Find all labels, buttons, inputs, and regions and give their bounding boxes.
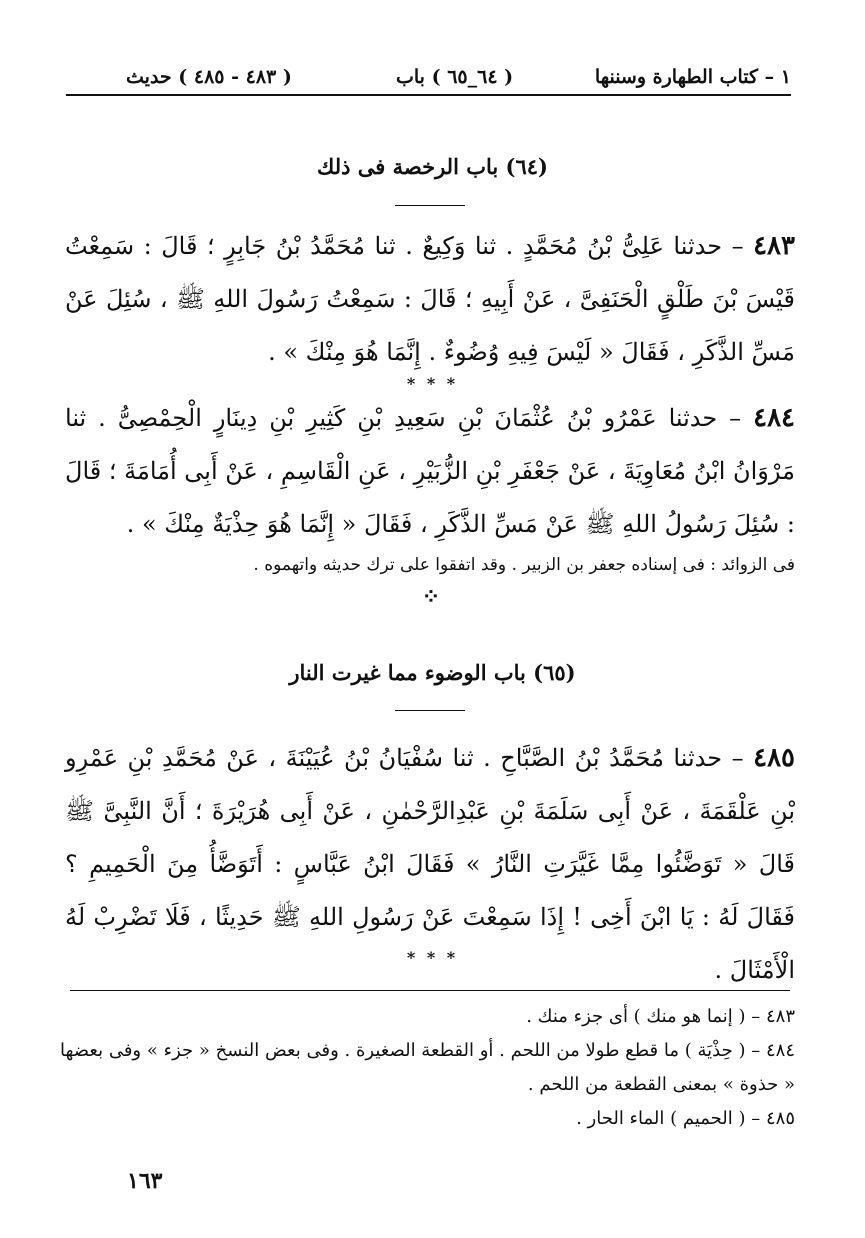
header-chapter-range: ( ٦٤_٦٥ ) باب [396, 66, 514, 88]
footnote-485: ٤٨٥ – ( الحميم ) الماء الحار . [576, 1108, 795, 1129]
hadith-number: ٤٨٣ [753, 231, 795, 261]
footnotes [60, 1000, 795, 1136]
header-hadith-range: ( ٤٨٣ - ٤٨٥ ) حديث [126, 66, 292, 88]
footnote-483: ٤٨٣ – ( إنما هو منك ) أى جزء منك . [526, 1006, 795, 1027]
page-number: ١٦٣ [127, 1168, 163, 1194]
footnote-484: ٤٨٤ – ( حِذْيَة ) ما قطع طولا من اللحم . أو القطعة الصغيرة . وفى بعض النسخ « جزء » وفى بعضها « حذوة » بمعنى القطعة من اللحم . [60, 1040, 795, 1095]
zawaid-note: فى الزوائد : فى إسناده جعفر بن الزبير . وقد اتفقوا على ترك حديثه واتهموه . [253, 555, 795, 575]
hadith-text: – حدثنا مُحَمَّدُ بْنُ الصَّبَّاحِ . ثنا سُفْيَانُ بْنُ عُيَيْنَةَ ، عَنْ مُحَمَّدِ بْنِ عَمْرِو بْنِ عَلْقَمَةَ ، عَنْ أَبِى سَلَمَةَ بْنِ عَبْدِالرَّحْمٰنِ ، عَنْ أَبِى هُرَيْرَةَ ؛ أَنَّ النَّبِىَّ ﷺ قَالَ « تَوَضَّئُوا مِمَّا غَيَّرَتِ النَّارُ » فَقَالَ ابْنُ عَبَّاسٍ : أَتَوَضَّأُ مِنَ الْحَمِيمِ ؟ فَقَالَ لَهُ : يَا ابْنَ أَخِى ! إِذَا سَمِعْتَ عَنْ رَسُولِ اللهِ ﷺ حَدِيثًا ، فَلَا تَضْرِبْ لَهُ الْأَمْثَالَ . [65, 744, 795, 984]
hadith-text: – حدثنا عَلِىُّ بْنُ مُحَمَّدٍ . ثنا وَكِيعٌ . ثنا مُحَمَّدُ بْنُ جَابِرٍ ؛ قَالَ : سَمِعْتُ قَيْسَ بْنَ طَلْقٍ الْحَنَفِىَّ ، عَنْ أَبِيهِ ؛ قَالَ : سَمِعْتُ رَسُولَ اللهِ ﷺ ، سُئِلَ عَنْ مَسِّ الذَّكَرِ ، فَقَالَ « لَيْسَ فِيهِ وُضُوءٌ . إِنَّمَا هُوَ مِنْكَ » . [65, 232, 795, 366]
running-header [66, 60, 791, 96]
chapter-64-title: (٦٤) باب الرخصة فى ذلك [317, 154, 548, 179]
hadith-484 [65, 392, 795, 551]
separator-stars: * * * [406, 374, 459, 393]
separator-dots: ⁘ [421, 584, 444, 610]
chapter-65-title: (٦٥) باب الوضوء مما غيرت النار [289, 660, 576, 685]
title-rule [395, 205, 465, 206]
title-rule [395, 710, 465, 711]
hadith-number: ٤٨٤ [753, 403, 796, 433]
footnote-rule [70, 990, 790, 991]
hadith-483 [65, 220, 795, 379]
header-book-title: ١ – كتاب الطهارة وسننها [594, 66, 791, 88]
hadith-number: ٤٨٥ [753, 743, 796, 773]
hadith-text: – حدثنا عَمْرُو بْنُ عُثْمَانَ بْنِ سَعِيدِ بْنِ كَثِيرِ بْنِ دِينَارٍ الْحِمْصِىُّ . ثنا مَرْوَانُ ابْنُ مُعَاوِيَةَ ، عَنْ جَعْفَرِ بْنِ الزُّبَيْرِ ، عَنِ الْقَاسِمِ ، عَنْ أَبِى أُمَامَةَ ؛ قَالَ : سُئِلَ رَسُولُ اللهِ ﷺ عَنْ مَسِّ الذَّكَرِ ، فَقَالَ « إِنَّمَا هُوَ حِذْيَةٌ مِنْكَ » . [65, 404, 795, 538]
separator-stars: * * * [406, 948, 459, 967]
